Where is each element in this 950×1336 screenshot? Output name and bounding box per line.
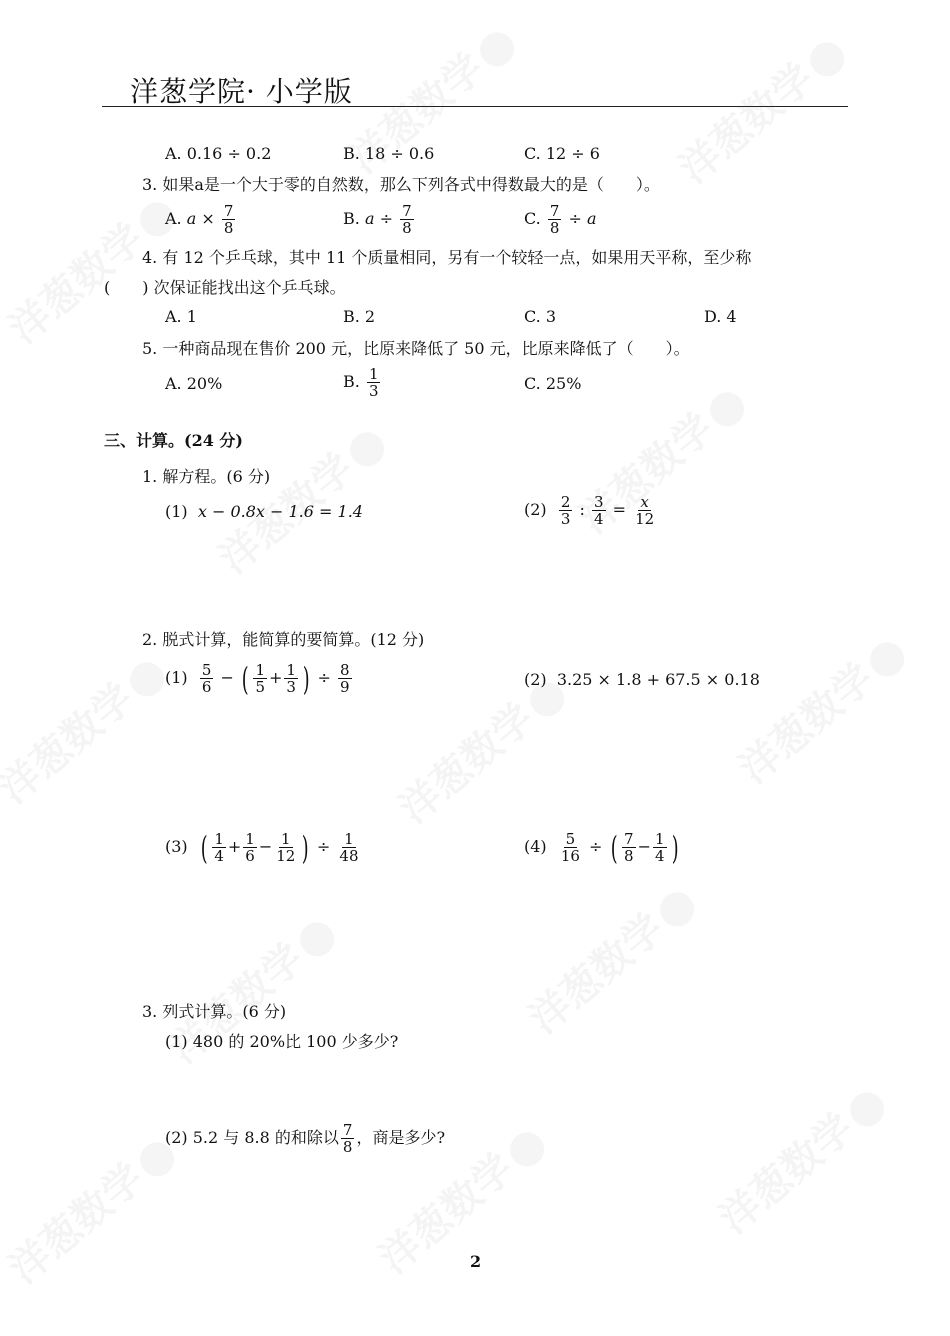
q5-option-b: B. $\frac{1}{3}$ [343, 365, 379, 400]
part3-problem-2: (2) 5.2 与 8.8 的和除以 $\frac{7}{8}$ ，商是多少? [165, 1121, 446, 1156]
q4-option-d: D. 4 [704, 307, 737, 326]
part2-title: 2. 脱式计算，能简算的要简算。(12 分) [142, 630, 425, 649]
part3-problem-1: (1) 480 的 20%比 100 少多少? [165, 1032, 399, 1051]
watermark [725, 622, 915, 794]
page-number: 2 [470, 1252, 482, 1271]
q4-stem-line2: ( ) 次保证能找出这个乒乓球。 [104, 278, 346, 297]
part3-title: 3. 列式计算。(6 分) [142, 1002, 287, 1021]
fraction: $\frac{7}{8}$ [624, 830, 634, 865]
fraction: $\frac{1}{4}$ [654, 830, 665, 865]
q2-option-b: B. 18 ÷ 0.6 [343, 144, 435, 163]
part2-problem-1: (1) $\frac{5}{6}$ − ( $\frac{1}{5}$ + $\frac{1}{3}$ ) ÷ $\frac{8}{9}$ [165, 659, 350, 698]
part1-problem-2: (2) $\frac{2}{3}$ : $\frac{3}{4}$ = $\frac{x}{12}$ [524, 493, 655, 528]
q4-stem-line1: 4. 有 12 个乒乓球，其中 11 个质量相同，另有一个较轻一点，如果用天平称，至少称 [142, 248, 752, 267]
q5-stem: 5. 一种商品现在售价 200 元，比原来降低了 50 元，比原来降低了（ ）。 [142, 339, 690, 358]
fraction: $\frac{1}{3}$ [368, 365, 379, 400]
q3-stem: 3. 如果a是一个大于零的自然数，那么下列各式中得数最大的是（ ）。 [142, 175, 660, 194]
left-paren: ( [200, 828, 208, 867]
watermark [0, 182, 185, 354]
q2-option-c: C. 12 ÷ 6 [524, 144, 600, 163]
fraction: $\frac{x}{12}$ [635, 493, 655, 528]
fraction: $\frac{1}{5}$ [255, 661, 266, 696]
part2-problem-3: (3) ( $\frac{1}{4}$ + $\frac{1}{6}$ − $\frac{1}{12}$ ) ÷ $\frac{1}{48}$ [165, 828, 359, 867]
q3-option-b: B. a ÷ $\frac{7}{8}$ [343, 202, 412, 237]
fraction: $\frac{5}{16}$ [560, 830, 580, 865]
right-paren: ) [671, 828, 679, 867]
q5-option-a: A. 20% [165, 374, 223, 393]
fraction: $\frac{7}{8}$ [549, 202, 560, 237]
q4-option-b: B. 2 [343, 307, 376, 326]
fraction: $\frac{8}{9}$ [340, 661, 350, 696]
left-paren: ( [241, 659, 249, 698]
fraction: $\frac{5}{6}$ [201, 661, 212, 696]
fraction: $\frac{7}{8}$ [402, 202, 412, 237]
header-title: 洋葱学院· 小学版 [130, 75, 353, 108]
right-paren: ) [302, 828, 310, 867]
fraction: $\frac{1}{12}$ [276, 830, 296, 865]
part1-title: 1. 解方程。(6 分) [142, 467, 271, 486]
q4-option-c: C. 3 [524, 307, 557, 326]
section-title: 三、计算。(24 分) [104, 431, 243, 450]
q4-option-a: A. 1 [165, 307, 197, 326]
fraction: $\frac{7}{8}$ [223, 202, 234, 237]
q3-option-a: A. a × $\frac{7}{8}$ [165, 202, 234, 237]
fraction: $\frac{1}{48}$ [339, 830, 359, 865]
fraction: $\frac{1}{6}$ [245, 830, 255, 865]
watermark [665, 22, 855, 194]
watermark [705, 1072, 895, 1244]
q3-option-c: C. $\frac{7}{8}$ ÷ a [524, 202, 597, 237]
fraction: $\frac{7}{8}$ [342, 1121, 353, 1156]
part2-problem-4: (4) $\frac{5}{16}$ ÷ ( $\frac{7}{8}$ − $\frac{1}{4}$ ) [524, 828, 679, 867]
fraction: $\frac{1}{4}$ [214, 830, 224, 865]
left-paren: ( [610, 828, 618, 867]
part1-problem-1: (1) x − 0.8x − 1.6 = 1.4 [165, 502, 363, 521]
fraction: $\frac{1}{3}$ [286, 661, 296, 696]
right-paren: ) [302, 659, 310, 698]
part2-problem-2: (2) 3.25 × 1.8 + 67.5 × 0.18 [524, 670, 760, 689]
watermark [0, 642, 175, 814]
watermark [515, 872, 705, 1044]
fraction: $\frac{2}{3}$ [560, 493, 571, 528]
header-divider [102, 106, 848, 107]
fraction: $\frac{3}{4}$ [593, 493, 604, 528]
q5-option-c: C. 25% [524, 374, 582, 393]
watermark [0, 1122, 185, 1294]
q2-option-a: A. 0.16 ÷ 0.2 [165, 144, 272, 163]
